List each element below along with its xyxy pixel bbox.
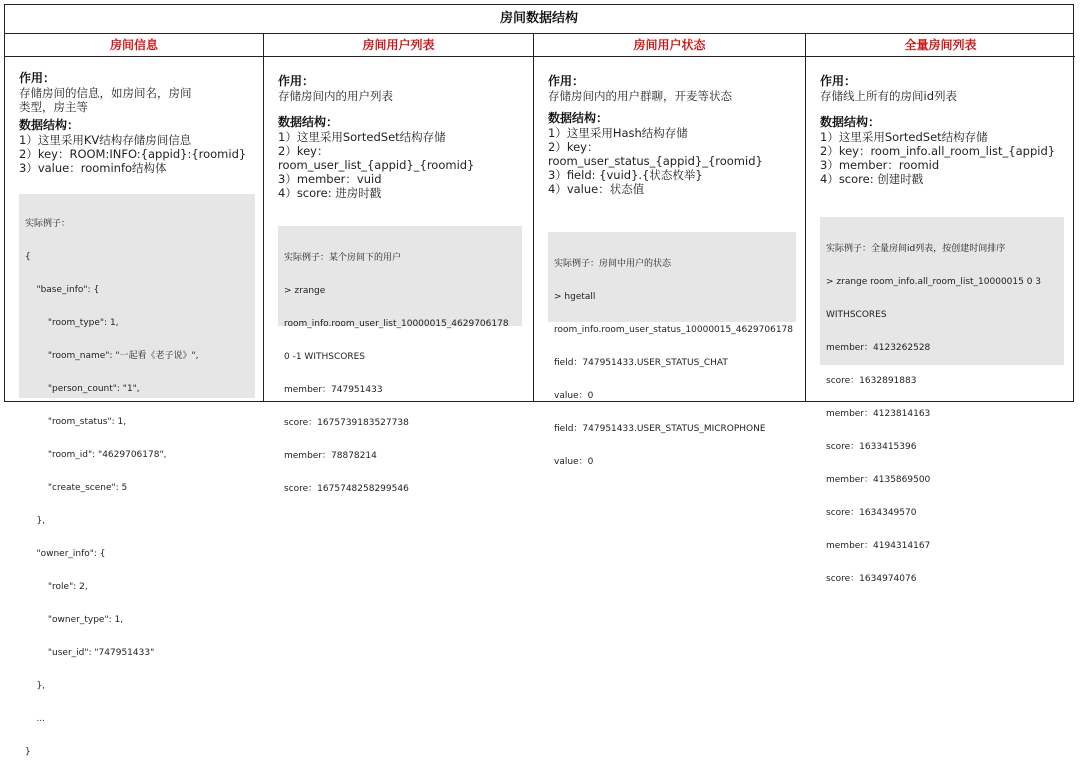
diagram-title: 房间数据结构 xyxy=(5,5,1073,34)
purpose-line: 存储线上所有的房间id列表 xyxy=(820,89,957,103)
structure-line: 2）key：room_user_status_{appid}_{roomid} xyxy=(548,140,763,168)
example-line: 实际例子：房间中用户的状态 xyxy=(554,259,672,269)
example-line: member：747951433 xyxy=(284,385,383,395)
example-line: "role": 2, xyxy=(25,582,88,592)
example-line: > zrange room_info.all_room_list_10000015 0 3 xyxy=(826,277,1042,287)
structure-line: 3）member：roomid xyxy=(820,158,940,172)
structure-line: 4）value：状态值 xyxy=(548,182,645,196)
example-line: score：1634974076 xyxy=(826,574,917,584)
example-line: ... xyxy=(25,714,46,724)
example-line: score：1634349570 xyxy=(826,508,917,518)
example-line: value：0 xyxy=(554,391,594,401)
example-line: member：4123814163 xyxy=(826,409,931,419)
example-line: room_info.room_user_list_10000015_4629706178 xyxy=(284,319,509,329)
example-line: 实际例子：全量房间id列表，按创建时间排序 xyxy=(826,244,1006,254)
column-body xyxy=(806,57,1075,186)
structure-line: 3）member：vuid xyxy=(278,172,382,186)
example-line: score：1675748258299546 xyxy=(284,484,409,494)
example-line: }, xyxy=(25,681,46,691)
structure-line: 3）value：roominfo结构体 xyxy=(19,161,167,175)
example-line: "room_type": 1, xyxy=(25,318,119,328)
example-line: "base_info": { xyxy=(25,285,100,295)
example-line: "user_id": "747951433" xyxy=(25,648,155,658)
example-line: 0 -1 WITHSCORES xyxy=(284,352,365,362)
example-line: "room_name": "一起看《老子说》", xyxy=(25,351,199,361)
structure-line: 1）这里采用SortedSet结构存储 xyxy=(820,130,988,144)
structure-line: 2）key：room_user_list_{appid}_{roomid} xyxy=(278,144,475,172)
column-body xyxy=(534,57,805,196)
column-body xyxy=(5,57,263,175)
structure-label: 数据结构： xyxy=(19,118,80,132)
example-line: score：1633415396 xyxy=(826,442,917,452)
example-box xyxy=(820,217,1064,584)
purpose-label: 作用： xyxy=(548,74,585,88)
example-line: member：4123262528 xyxy=(826,343,931,353)
purpose-line: 存储房间的信息，如房间名，房间 xyxy=(19,86,192,100)
purpose-label: 作用： xyxy=(278,74,315,88)
example-line: score：1675739183527738 xyxy=(284,418,409,428)
columns-container xyxy=(5,34,1073,757)
column-heading: 房间信息 xyxy=(5,34,263,57)
structure-line: 4）score: 进房时戳 xyxy=(278,186,382,200)
example-line: value：0 xyxy=(554,457,594,467)
diagram-frame xyxy=(4,4,1074,757)
example-line: room_info.room_user_status_10000015_4629706178 xyxy=(554,325,794,335)
example-line: member：4194314167 xyxy=(826,541,931,551)
column-room-user-status xyxy=(534,34,806,467)
structure-line: 3）field: {vuid}.{状态枚举} xyxy=(548,168,703,182)
structure-label: 数据结构： xyxy=(548,111,609,125)
structure-line: 2）key：room_info.all_room_list_{appid} xyxy=(820,144,1056,158)
example-box xyxy=(19,194,255,757)
example-line: "owner_info": { xyxy=(25,549,106,559)
example-line: 实际例子： xyxy=(25,219,71,229)
structure-label: 数据结构： xyxy=(278,115,339,129)
example-line: } xyxy=(25,747,31,757)
example-line: field：747951433.USER_STATUS_MICROPHONE xyxy=(554,424,766,434)
example-line: score：1632891883 xyxy=(826,376,917,386)
example-line: 实际例子：某个房间下的用户 xyxy=(284,253,402,263)
purpose-line: 类型，房主等 xyxy=(19,100,88,114)
purpose-label: 作用： xyxy=(820,74,857,88)
example-line: "room_status": 1, xyxy=(25,417,127,427)
example-line: "create_scene": 5 xyxy=(25,483,128,493)
example-line: { xyxy=(25,252,31,262)
example-line: "owner_type": 1, xyxy=(25,615,124,625)
column-heading: 全量房间列表 xyxy=(806,34,1075,57)
column-all-room-list xyxy=(806,34,1075,584)
example-line: > zrange xyxy=(284,286,326,296)
column-body xyxy=(264,57,533,200)
purpose-label: 作用： xyxy=(19,71,56,85)
example-line: member：78878214 xyxy=(284,451,377,461)
example-line: "person_count": "1", xyxy=(25,384,140,394)
purpose-line: 存储房间内的用户列表 xyxy=(278,89,393,103)
example-box xyxy=(278,226,522,494)
purpose-line: 存储房间内的用户群聊，开麦等状态 xyxy=(548,89,732,103)
column-room-info xyxy=(5,34,264,757)
example-line: > hgetall xyxy=(554,292,596,302)
column-room-user-list xyxy=(264,34,534,494)
structure-label: 数据结构： xyxy=(820,115,881,129)
column-heading: 房间用户状态 xyxy=(534,34,805,57)
example-line: WITHSCORES xyxy=(826,310,887,320)
example-line: member：4135869500 xyxy=(826,475,931,485)
structure-line: 1）这里采用KV结构存储房间信息 xyxy=(19,133,192,147)
structure-line: 1）这里采用SortedSet结构存储 xyxy=(278,130,446,144)
structure-line: 1）这里采用Hash结构存储 xyxy=(548,126,688,140)
structure-line: 2）key：ROOM:INFO:{appid}:{roomid} xyxy=(19,147,247,161)
example-line: }, xyxy=(25,516,46,526)
example-box xyxy=(548,232,796,467)
column-heading: 房间用户列表 xyxy=(264,34,533,57)
example-line: field：747951433.USER_STATUS_CHAT xyxy=(554,358,728,368)
structure-line: 4）score: 创建时戳 xyxy=(820,172,924,186)
example-line: "room_id": "4629706178", xyxy=(25,450,167,460)
